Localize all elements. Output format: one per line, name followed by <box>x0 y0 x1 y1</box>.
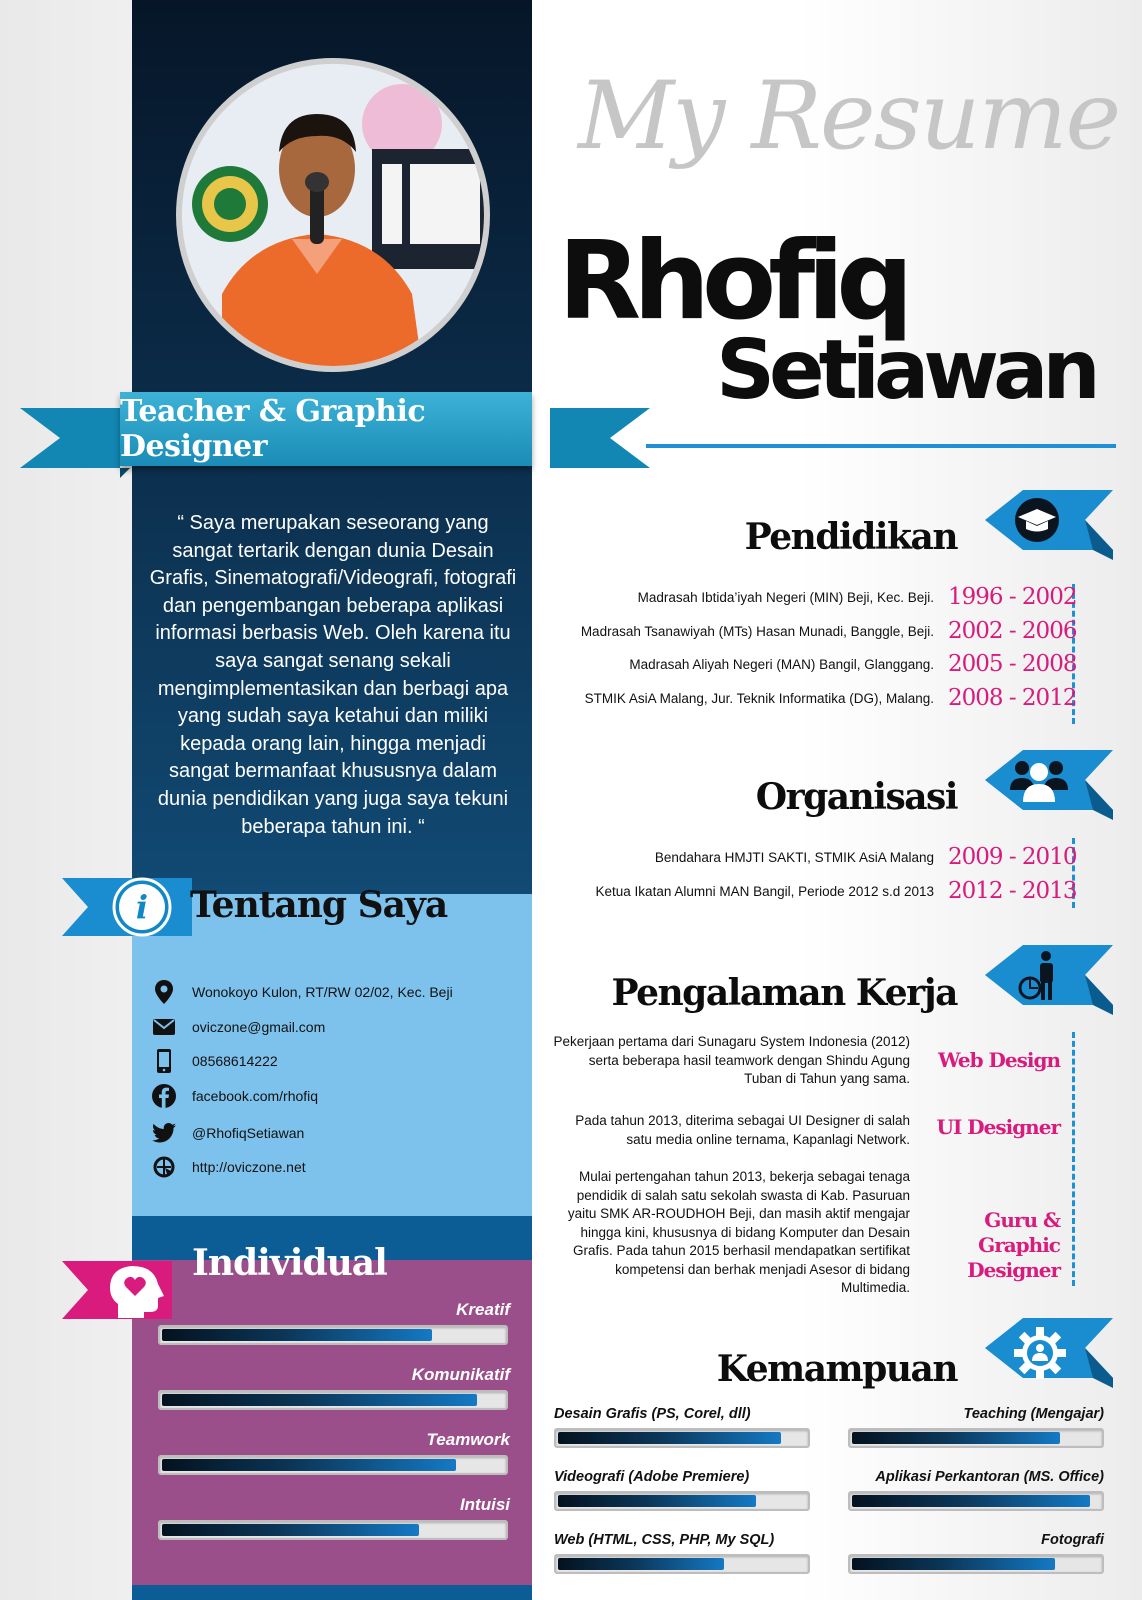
phone-icon <box>150 1047 178 1075</box>
contact-email[interactable]: oviczone@gmail.com <box>150 1012 500 1042</box>
skill-label: Aplikasi Perkantoran (MS. Office) <box>875 1469 1104 1485</box>
skills-title: Kemampuan <box>716 1348 957 1390</box>
individual-skill-bar <box>158 1325 508 1345</box>
individual-skill-label: Intuisi <box>459 1495 510 1514</box>
individual-skill-bar <box>158 1455 508 1475</box>
organization-item: Bendahara HMJTI SAKTI, STMIK AsiA Malang 2009 - 2010 <box>654 844 1077 870</box>
individual-title: Individual <box>192 1242 387 1284</box>
education-title: Pendidikan <box>744 516 957 558</box>
globe-icon <box>150 1153 178 1181</box>
role-title: Teacher & Graphic Designer <box>120 392 532 466</box>
education-item: STMIK AsiA Malang, Jur. Teknik Informatika (DG), Malang. 2008 - 2012 <box>584 685 1077 711</box>
profile-quote: “ Saya merupakan seseorang yang sangat tertarik dengan dunia Desain Grafis, Sinematografi/Videografi, fotografi dan pengembangan beberapa aplikasi informasi berbasis Web. Oleh karena itu saya sangat senang sekali mengimplementasikan dan berbagi apa yang sudah saya ketahui dan miliki kepada orang lain, hingga menjadi sangat bermanfaat khususnya dalam dunia pendidikan yang juga saya tekuni beberapa tahun ini. “ <box>149 512 517 838</box>
organization-item: Ketua Ikatan Alumni MAN Bangil, Periode 2012 s.d 2013 2012 - 2013 <box>595 878 1077 904</box>
individual-skill-label: Teamwork <box>426 1430 510 1449</box>
skill-bar <box>554 1428 810 1448</box>
name-underline <box>646 444 1116 448</box>
work-item-role: UI Designer <box>936 1115 1060 1139</box>
contact-twitter[interactable]: @RhofiqSetiawan <box>150 1118 500 1148</box>
location-pin-icon <box>150 978 178 1006</box>
education-item: Madrasah Aliyah Negeri (MAN) Bangil, Glanggang. 2005 - 2008 <box>629 651 1077 677</box>
work-item-role: Guru & Graphic Designer <box>967 1208 1060 1282</box>
organization-title: Organisasi <box>755 776 957 818</box>
individual-skill-fill <box>162 1524 419 1536</box>
skill-bar <box>848 1491 1104 1511</box>
email-icon <box>150 1013 178 1041</box>
skill-fill <box>852 1432 1060 1444</box>
skill-label: Teaching (Mengajar) <box>963 1406 1104 1422</box>
individual-skill-fill <box>162 1329 432 1341</box>
twitter-icon <box>150 1119 178 1147</box>
work-title: Pengalaman Kerja <box>611 972 957 1014</box>
work-item-desc: Mulai pertengahan tahun 2013, bekerja sebagai tenaga pendidik di salah satu sekolah swasta di Kab. Pasuruan yaitu SMK AR-ROUDHOH Beji, dan masih aktif mengajar hingga kini, khususnya di bidang Komputer dan Desain Grafis. Pada tahun 2015 berhasil mendapatkan sertifikat kompetensi dan berhak menjadi Asesor di bidang Multimedia. <box>567 1169 910 1295</box>
individual-skill-fill <box>162 1459 456 1471</box>
contact-phone: 08568614222 <box>150 1046 500 1076</box>
work-timeline-line <box>1072 1032 1075 1286</box>
skill-bar <box>848 1554 1104 1574</box>
skill-fill <box>852 1558 1055 1570</box>
individual-skill-fill <box>162 1394 477 1406</box>
group-people-icon <box>1010 756 1068 802</box>
contact-website[interactable]: http://oviczone.net <box>150 1152 500 1182</box>
skill-fill <box>558 1432 781 1444</box>
skill-fill <box>852 1495 1090 1507</box>
skill-bar <box>554 1491 810 1511</box>
individual-skill-label: Kreatif <box>456 1300 510 1319</box>
skill-label: Web (HTML, CSS, PHP, My SQL) <box>554 1532 775 1548</box>
skill-label: Videografi (Adobe Premiere) <box>554 1469 750 1485</box>
individual-skill-bar <box>158 1520 508 1540</box>
first-name: Rhofiq <box>558 219 906 344</box>
individual-skill-label: Komunikatif <box>411 1365 510 1384</box>
last-name: Setiawan <box>716 323 1095 418</box>
individual-skill-bar <box>158 1390 508 1410</box>
profile-photo <box>176 58 490 372</box>
skill-fill <box>558 1558 724 1570</box>
education-item: Madrasah Ibtida’iyah Negeri (MIN) Beji, Kec. Beji. 1996 - 2002 <box>637 584 1077 610</box>
left-bottom-band <box>132 1585 532 1600</box>
work-item-desc: Pekerjaan pertama dari Sunagaru System Indonesia (2012) serta beberapa hasil teamwork dengan Shindu Agung Tuban di Tahun yang sama. <box>553 1034 910 1086</box>
skill-label: Desain Grafis (PS, Corel, dll) <box>554 1406 751 1422</box>
info-icon: i <box>114 879 170 935</box>
contact-address: Wonokoyo Kulon, RT/RW 02/02, Kec. Beji <box>150 977 500 1007</box>
facebook-icon <box>150 1082 178 1110</box>
graduation-cap-icon <box>1016 505 1058 535</box>
contact-facebook[interactable]: facebook.com/rhofiq <box>150 1081 500 1111</box>
education-item: Madrasah Tsanawiyah (MTs) Hasan Munadi, Banggle, Beji. 2002 - 2006 <box>580 618 1077 644</box>
person-presenting-icon <box>1018 950 1062 1002</box>
gear-person-icon <box>1012 1325 1068 1381</box>
skill-fill <box>558 1495 756 1507</box>
skill-bar <box>848 1428 1104 1448</box>
skill-bar <box>554 1554 810 1574</box>
skill-label: Fotografi <box>1041 1532 1104 1548</box>
head-heart-icon <box>104 1258 170 1324</box>
about-title: Tentang Saya <box>190 884 448 926</box>
work-item-desc: Pada tahun 2013, diterima sebagai UI Designer di salah satu media online ternama, Kapanlagi Network. <box>575 1113 910 1147</box>
resume-script-title: My Resume <box>578 62 1120 171</box>
work-item-role: Web Design <box>938 1048 1060 1072</box>
